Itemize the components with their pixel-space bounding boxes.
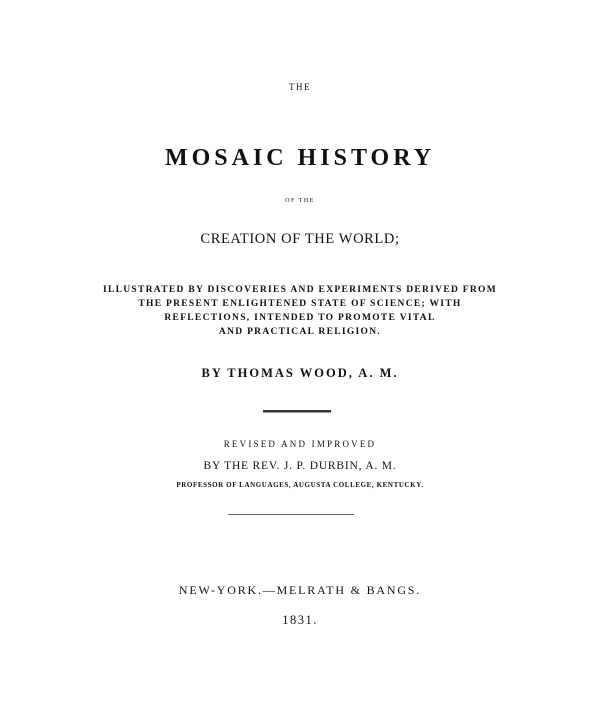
description-line: REFLECTIONS, INTENDED TO PROMOTE VITAL (164, 313, 436, 323)
divider-rule (263, 410, 331, 413)
description-line: AND PRACTICAL RELIGION. (218, 327, 382, 337)
professor-line: PROFESSOR OF LANGUAGES, AUGUSTA COLLEGE, KENTUCKY. (176, 481, 424, 489)
publication-year: 1831. (282, 613, 318, 627)
description-line: ILLUSTRATED BY DISCOVERIES AND EXPERIMENTS DERIVED FROM (102, 285, 498, 295)
main-title: MOSAIC HISTORY (164, 145, 436, 171)
author-line: BY THOMAS WOOD, A. M. (201, 366, 399, 380)
of-the-text: OF THE (285, 198, 315, 204)
description-line: THE PRESENT ENLIGHTENED STATE OF SCIENCE; WITH (138, 299, 462, 309)
revised-line: REVISED AND IMPROVED (223, 439, 377, 449)
divider-rule (228, 514, 354, 515)
illustrated-description (0, 283, 600, 339)
subtitle: CREATION OF THE WORLD; (200, 231, 400, 247)
the-heading: THE (289, 82, 311, 92)
publisher-line: NEW-YORK.—MELRATH & BANGS. (178, 583, 422, 597)
editor-line: BY THE REV. J. P. DURBIN, A. M. (203, 460, 397, 472)
